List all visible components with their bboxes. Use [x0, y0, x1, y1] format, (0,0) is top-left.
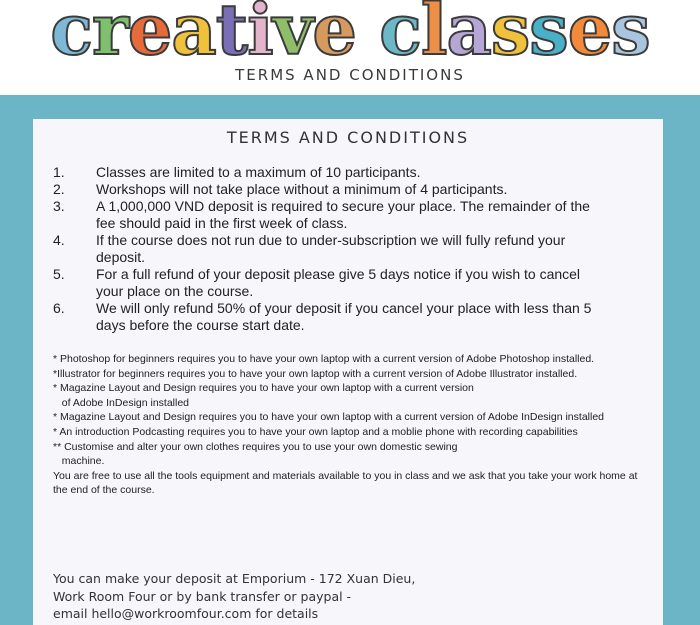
- note-tools: You are free to use all the tools equipment and materials available to you in class and we ask that you take your work home at the end of the course.: [53, 469, 641, 497]
- deposit-line: Work Room Four or by bank transfer or paypal -: [53, 588, 352, 604]
- term-item: [53, 300, 653, 334]
- header-subtitle: TERMS AND CONDITIONS: [235, 66, 465, 84]
- terms-list: [53, 164, 653, 334]
- logo-letter: a: [446, 0, 491, 71]
- logo-letter: c: [379, 0, 421, 71]
- term-number: 6.: [53, 300, 65, 316]
- course-requirements-notes: [53, 352, 653, 498]
- term-number: 5.: [53, 266, 65, 282]
- deposit-info: [53, 570, 473, 623]
- term-number: 3.: [53, 198, 65, 214]
- terms-card: [33, 119, 663, 625]
- term-item: [53, 164, 653, 181]
- logo-letter: t: [215, 0, 248, 71]
- logo-letter: i: [247, 0, 273, 71]
- note-magazine-layout-2: * Magazine Layout and Design requires you to have your own laptop with a current version of Adobe InDesign installed: [53, 411, 604, 424]
- logo-letter: v: [272, 0, 313, 71]
- term-text: A 1,000,000 VND deposit is required to secure your place. The remainder of the fee should paid in the first week of class.: [96, 198, 590, 231]
- logo-letter: r: [91, 0, 128, 71]
- note-clothes: ** Customise and alter your own clothes requires you to use your own domestic sewing machine.: [53, 440, 458, 468]
- term-text: For a full refund of your deposit please give 5 days notice if you wish to cancel your place on the course.: [96, 266, 581, 299]
- term-text: If the course does not run due to under-subscription we will fully refund your deposit.: [96, 232, 566, 265]
- term-text: We will only refund 50% of your deposit if you cancel your place with less than 5 days before the course start date.: [96, 300, 592, 333]
- logo-letter: s: [529, 0, 568, 71]
- logo-letter: s: [611, 0, 650, 71]
- logo-letter: c: [50, 0, 92, 71]
- note-photoshop: * Photoshop for beginners requires you to have your own laptop with a current version of Adobe Photoshop installed.: [53, 353, 595, 365]
- logo-letter: [356, 0, 379, 71]
- logo-letter: e: [312, 0, 356, 71]
- term-text: Workshops will not take place without a minimum of 4 participants.: [96, 181, 508, 197]
- term-item: [53, 181, 653, 198]
- header: [0, 0, 700, 95]
- term-item: [53, 198, 653, 232]
- term-text: Classes are limited to a maximum of 10 participants.: [96, 164, 421, 180]
- deposit-line: You can make your deposit at Emporium - 172 Xuan Dieu,: [53, 571, 416, 586]
- term-number: 2.: [53, 181, 65, 197]
- term-item: [53, 266, 653, 300]
- term-item: [53, 232, 653, 266]
- note-illustrator: *Illustrator for beginners requires you to have your own laptop with a current version of Adobe Illustrator installed.: [53, 367, 578, 380]
- term-number: 4.: [53, 232, 65, 248]
- note-podcasting: * An introduction Podcasting requires you to have your own laptop and a moblie phone with recording capabilities: [53, 425, 578, 438]
- term-number: 1.: [53, 164, 65, 180]
- note-magazine-layout: * Magazine Layout and Design requires you to have your own laptop with a current version of Adobe InDesign installed: [53, 382, 474, 409]
- logo-letter: e: [567, 0, 612, 71]
- logo-letter: a: [171, 0, 216, 71]
- card-title: TERMS AND CONDITIONS: [226, 128, 470, 147]
- creative-classes-logo: [0, 0, 700, 71]
- deposit-line: email hello@workroomfour.com for details: [53, 606, 319, 621]
- logo-letter: e: [127, 0, 172, 71]
- logo-letter: l: [420, 0, 447, 71]
- logo-letter: s: [490, 0, 530, 71]
